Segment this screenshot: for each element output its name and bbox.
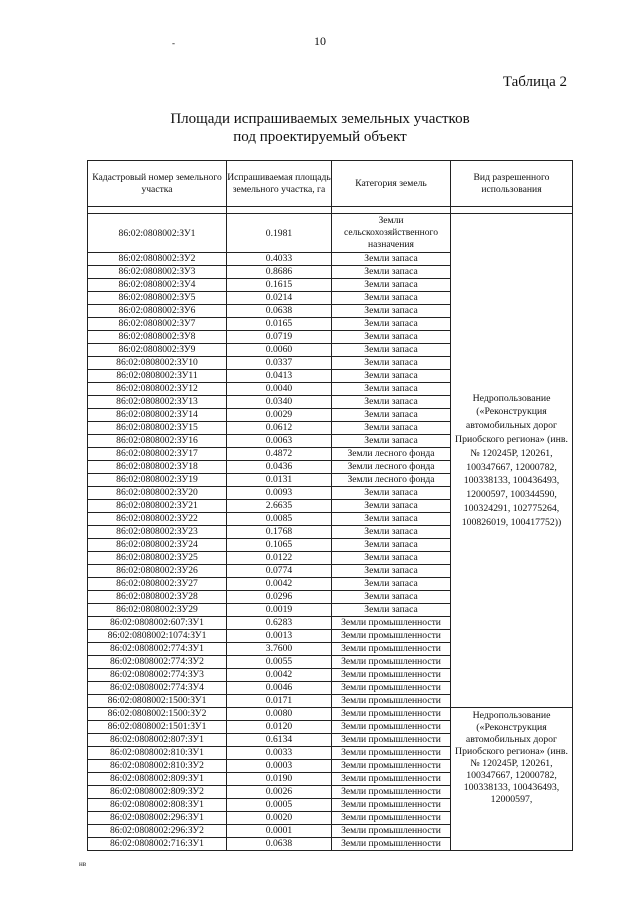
area-cell: 0.0040 <box>227 383 332 396</box>
cadastral-number-cell: 86:02:0808002:ЗУ26 <box>88 565 227 578</box>
cadastral-number-cell: 86:02:0808002:ЗУ24 <box>88 539 227 552</box>
cadastral-number-cell: 86:02:0808002:1500:ЗУ1 <box>88 695 227 708</box>
area-cell: 0.8686 <box>227 266 332 279</box>
area-cell: 0.0085 <box>227 513 332 526</box>
category-cell: Земли запаса <box>332 591 451 604</box>
area-cell: 0.4033 <box>227 253 332 266</box>
area-cell: 0.0719 <box>227 331 332 344</box>
area-cell: 0.0337 <box>227 357 332 370</box>
cadastral-number-cell: 86:02:0808002:ЗУ10 <box>88 357 227 370</box>
header-area: Испрашиваемая площадь земельного участка, га <box>227 161 332 207</box>
cadastral-number-cell: 86:02:0808002:ЗУ17 <box>88 448 227 461</box>
category-cell: Земли промышленности <box>332 721 451 734</box>
area-cell: 0.0019 <box>227 604 332 617</box>
table-row <box>88 708 573 721</box>
category-cell: Земли запаса <box>332 526 451 539</box>
area-cell: 0.1065 <box>227 539 332 552</box>
category-cell: Земли запаса <box>332 370 451 383</box>
area-cell: 0.0080 <box>227 708 332 721</box>
cadastral-number-cell: 86:02:0808002:ЗУ11 <box>88 370 227 383</box>
area-cell: 0.0026 <box>227 786 332 799</box>
cadastral-number-cell: 86:02:0808002:810:ЗУ1 <box>88 747 227 760</box>
cadastral-number-cell: 86:02:0808002:774:ЗУ4 <box>88 682 227 695</box>
category-cell: Земли промышленности <box>332 799 451 812</box>
category-cell: Земли запаса <box>332 344 451 357</box>
cadastral-number-cell: 86:02:0808002:607:ЗУ1 <box>88 617 227 630</box>
cadastral-number-cell: 86:02:0808002:809:ЗУ2 <box>88 786 227 799</box>
cadastral-number-cell: 86:02:0808002:ЗУ13 <box>88 396 227 409</box>
area-cell: 0.0060 <box>227 344 332 357</box>
category-cell: Земли запаса <box>332 279 451 292</box>
category-cell: Земли запаса <box>332 487 451 500</box>
category-cell: Земли промышленности <box>332 630 451 643</box>
area-cell: 3.7600 <box>227 643 332 656</box>
area-cell: 0.0190 <box>227 773 332 786</box>
area-cell: 0.0046 <box>227 682 332 695</box>
cadastral-number-cell: 86:02:0808002:ЗУ6 <box>88 305 227 318</box>
category-cell: Земли запаса <box>332 539 451 552</box>
area-cell: 0.0120 <box>227 721 332 734</box>
category-cell: Земли промышленности <box>332 695 451 708</box>
category-cell: Земли промышленности <box>332 747 451 760</box>
category-cell: Земли запаса <box>332 266 451 279</box>
cadastral-number-cell: 86:02:0808002:ЗУ14 <box>88 409 227 422</box>
header-cadastral-number: Кадастровый номер земельного участка <box>88 161 227 207</box>
area-cell: 0.0055 <box>227 656 332 669</box>
area-cell: 0.1615 <box>227 279 332 292</box>
cadastral-number-cell: 86:02:0808002:296:ЗУ2 <box>88 825 227 838</box>
cadastral-number-cell: 86:02:0808002:ЗУ9 <box>88 344 227 357</box>
page-title-line-2: под проектируемый объект <box>233 129 407 145</box>
area-cell: 0.0214 <box>227 292 332 305</box>
cadastral-number-cell: 86:02:0808002:ЗУ23 <box>88 526 227 539</box>
area-cell: 0.0413 <box>227 370 332 383</box>
area-cell: 0.0003 <box>227 760 332 773</box>
area-cell: 0.0033 <box>227 747 332 760</box>
category-cell: Земли промышленности <box>332 682 451 695</box>
category-cell: Земли запаса <box>332 331 451 344</box>
land-plots-table <box>87 160 573 851</box>
cadastral-number-cell: 86:02:0808002:ЗУ28 <box>88 591 227 604</box>
cadastral-number-cell: 86:02:0808002:ЗУ12 <box>88 383 227 396</box>
cadastral-number-cell: 86:02:0808002:ЗУ29 <box>88 604 227 617</box>
area-cell: 0.0029 <box>227 409 332 422</box>
area-cell: 0.0774 <box>227 565 332 578</box>
area-cell: 0.4872 <box>227 448 332 461</box>
category-cell: Земли промышленности <box>332 825 451 838</box>
category-cell: Земли запаса <box>332 396 451 409</box>
permitted-use-cell: Недропользование («Реконструкция автомобильных дорог Приобского региона» (инв. № 120245Р, 120261, 100347667, 12000782, 100338133, 100436493, 12000597, 100344590, 100324291, 102775264, 100826019, 100417752)) <box>451 214 573 708</box>
page-title-line-1: Площади испрашиваемых земельных участков <box>170 111 470 127</box>
category-cell: Земли запаса <box>332 305 451 318</box>
cadastral-number-cell: 86:02:0808002:1501:ЗУ1 <box>88 721 227 734</box>
table-row <box>88 214 573 253</box>
area-cell: 0.0638 <box>227 305 332 318</box>
area-cell: 0.0042 <box>227 669 332 682</box>
cadastral-number-cell: 86:02:0808002:1074:ЗУ1 <box>88 630 227 643</box>
area-cell: 2.6635 <box>227 500 332 513</box>
category-cell: Земли промышленности <box>332 734 451 747</box>
page-number: 10 <box>314 34 326 48</box>
category-cell: Земли промышленности <box>332 617 451 630</box>
area-cell: 0.6134 <box>227 734 332 747</box>
category-cell: Земли запаса <box>332 253 451 266</box>
category-cell: Земли промышленности <box>332 786 451 799</box>
category-cell: Земли промышленности <box>332 656 451 669</box>
cadastral-number-cell: 86:02:0808002:ЗУ20 <box>88 487 227 500</box>
category-cell: Земли лесного фонда <box>332 461 451 474</box>
cadastral-number-cell: 86:02:0808002:810:ЗУ2 <box>88 760 227 773</box>
cadastral-number-cell: 86:02:0808002:ЗУ1 <box>88 214 227 253</box>
cadastral-number-cell: 86:02:0808002:ЗУ15 <box>88 422 227 435</box>
cadastral-number-cell: 86:02:0808002:ЗУ21 <box>88 500 227 513</box>
footer-mark: нв <box>79 860 87 868</box>
area-cell: 0.0171 <box>227 695 332 708</box>
area-cell: 0.0020 <box>227 812 332 825</box>
cadastral-number-cell: 86:02:0808002:ЗУ25 <box>88 552 227 565</box>
area-cell: 0.1768 <box>227 526 332 539</box>
cadastral-number-cell: 86:02:0808002:ЗУ5 <box>88 292 227 305</box>
area-cell: 0.0340 <box>227 396 332 409</box>
category-cell: Земли запаса <box>332 422 451 435</box>
category-cell: Земли промышленности <box>332 773 451 786</box>
cadastral-number-cell: 86:02:0808002:ЗУ2 <box>88 253 227 266</box>
header-permitted-use: Вид разрешенного использования <box>451 161 573 207</box>
category-cell: Земли промышленности <box>332 708 451 721</box>
area-cell: 0.0122 <box>227 552 332 565</box>
category-cell: Земли запаса <box>332 578 451 591</box>
page-title <box>0 110 640 146</box>
cadastral-number-cell: 86:02:0808002:ЗУ19 <box>88 474 227 487</box>
cadastral-number-cell: 86:02:0808002:296:ЗУ1 <box>88 812 227 825</box>
area-cell: 0.0013 <box>227 630 332 643</box>
category-cell: Земли запаса <box>332 409 451 422</box>
area-cell: 0.0063 <box>227 435 332 448</box>
cadastral-number-cell: 86:02:0808002:ЗУ27 <box>88 578 227 591</box>
area-cell: 0.6283 <box>227 617 332 630</box>
category-cell: Земли лесного фонда <box>332 474 451 487</box>
area-cell: 0.1981 <box>227 214 332 253</box>
cadastral-number-cell: 86:02:0808002:ЗУ3 <box>88 266 227 279</box>
category-cell: Земли промышленности <box>332 812 451 825</box>
category-cell: Земли запаса <box>332 604 451 617</box>
cadastral-number-cell: 86:02:0808002:ЗУ8 <box>88 331 227 344</box>
category-cell: Земли промышленности <box>332 760 451 773</box>
area-cell: 0.0612 <box>227 422 332 435</box>
area-cell: 0.0093 <box>227 487 332 500</box>
permitted-use-cell: Недропользование («Реконструкция автомобильных дорог Приобского региона» (инв. № 120245Р, 120261, 100347667, 12000782, 100338133, 100436493, 12000597, <box>451 708 573 851</box>
header-category: Категория земель <box>332 161 451 207</box>
cadastral-number-cell: 86:02:0808002:ЗУ18 <box>88 461 227 474</box>
cadastral-number-cell: 86:02:0808002:ЗУ16 <box>88 435 227 448</box>
category-cell: Земли запаса <box>332 513 451 526</box>
area-cell: 0.0042 <box>227 578 332 591</box>
category-cell: Земли запаса <box>332 500 451 513</box>
area-cell: 0.0638 <box>227 838 332 851</box>
area-cell: 0.0131 <box>227 474 332 487</box>
area-cell: 0.0005 <box>227 799 332 812</box>
category-cell: Земли запаса <box>332 318 451 331</box>
category-cell: Земли лесного фонда <box>332 448 451 461</box>
table-label: Таблица 2 <box>502 74 567 90</box>
scan-mark: - <box>172 38 175 48</box>
table-body <box>88 214 573 851</box>
category-cell: Земли запаса <box>332 435 451 448</box>
cadastral-number-cell: 86:02:0808002:ЗУ22 <box>88 513 227 526</box>
area-cell: 0.0001 <box>227 825 332 838</box>
category-cell: Земли промышленности <box>332 643 451 656</box>
cadastral-number-cell: 86:02:0808002:807:ЗУ1 <box>88 734 227 747</box>
area-cell: 0.0165 <box>227 318 332 331</box>
cadastral-number-cell: 86:02:0808002:809:ЗУ1 <box>88 773 227 786</box>
cadastral-number-cell: 86:02:0808002:ЗУ4 <box>88 279 227 292</box>
table-header-row <box>88 161 573 207</box>
cadastral-number-cell: 86:02:0808002:ЗУ7 <box>88 318 227 331</box>
category-cell: Земли промышленности <box>332 838 451 851</box>
cadastral-number-cell: 86:02:0808002:716:ЗУ1 <box>88 838 227 851</box>
area-cell: 0.0436 <box>227 461 332 474</box>
category-cell: Земли промышленности <box>332 669 451 682</box>
area-cell: 0.0296 <box>227 591 332 604</box>
cadastral-number-cell: 86:02:0808002:774:ЗУ3 <box>88 669 227 682</box>
category-cell: Земли запаса <box>332 357 451 370</box>
category-cell: Земли сельскохозяйственного назначения <box>332 214 451 253</box>
cadastral-number-cell: 86:02:0808002:774:ЗУ1 <box>88 643 227 656</box>
cadastral-number-cell: 86:02:0808002:808:ЗУ1 <box>88 799 227 812</box>
category-cell: Земли запаса <box>332 292 451 305</box>
cadastral-number-cell: 86:02:0808002:774:ЗУ2 <box>88 656 227 669</box>
category-cell: Земли запаса <box>332 552 451 565</box>
category-cell: Земли запаса <box>332 383 451 396</box>
table-spacer-row <box>88 207 573 214</box>
category-cell: Земли запаса <box>332 565 451 578</box>
cadastral-number-cell: 86:02:0808002:1500:ЗУ2 <box>88 708 227 721</box>
